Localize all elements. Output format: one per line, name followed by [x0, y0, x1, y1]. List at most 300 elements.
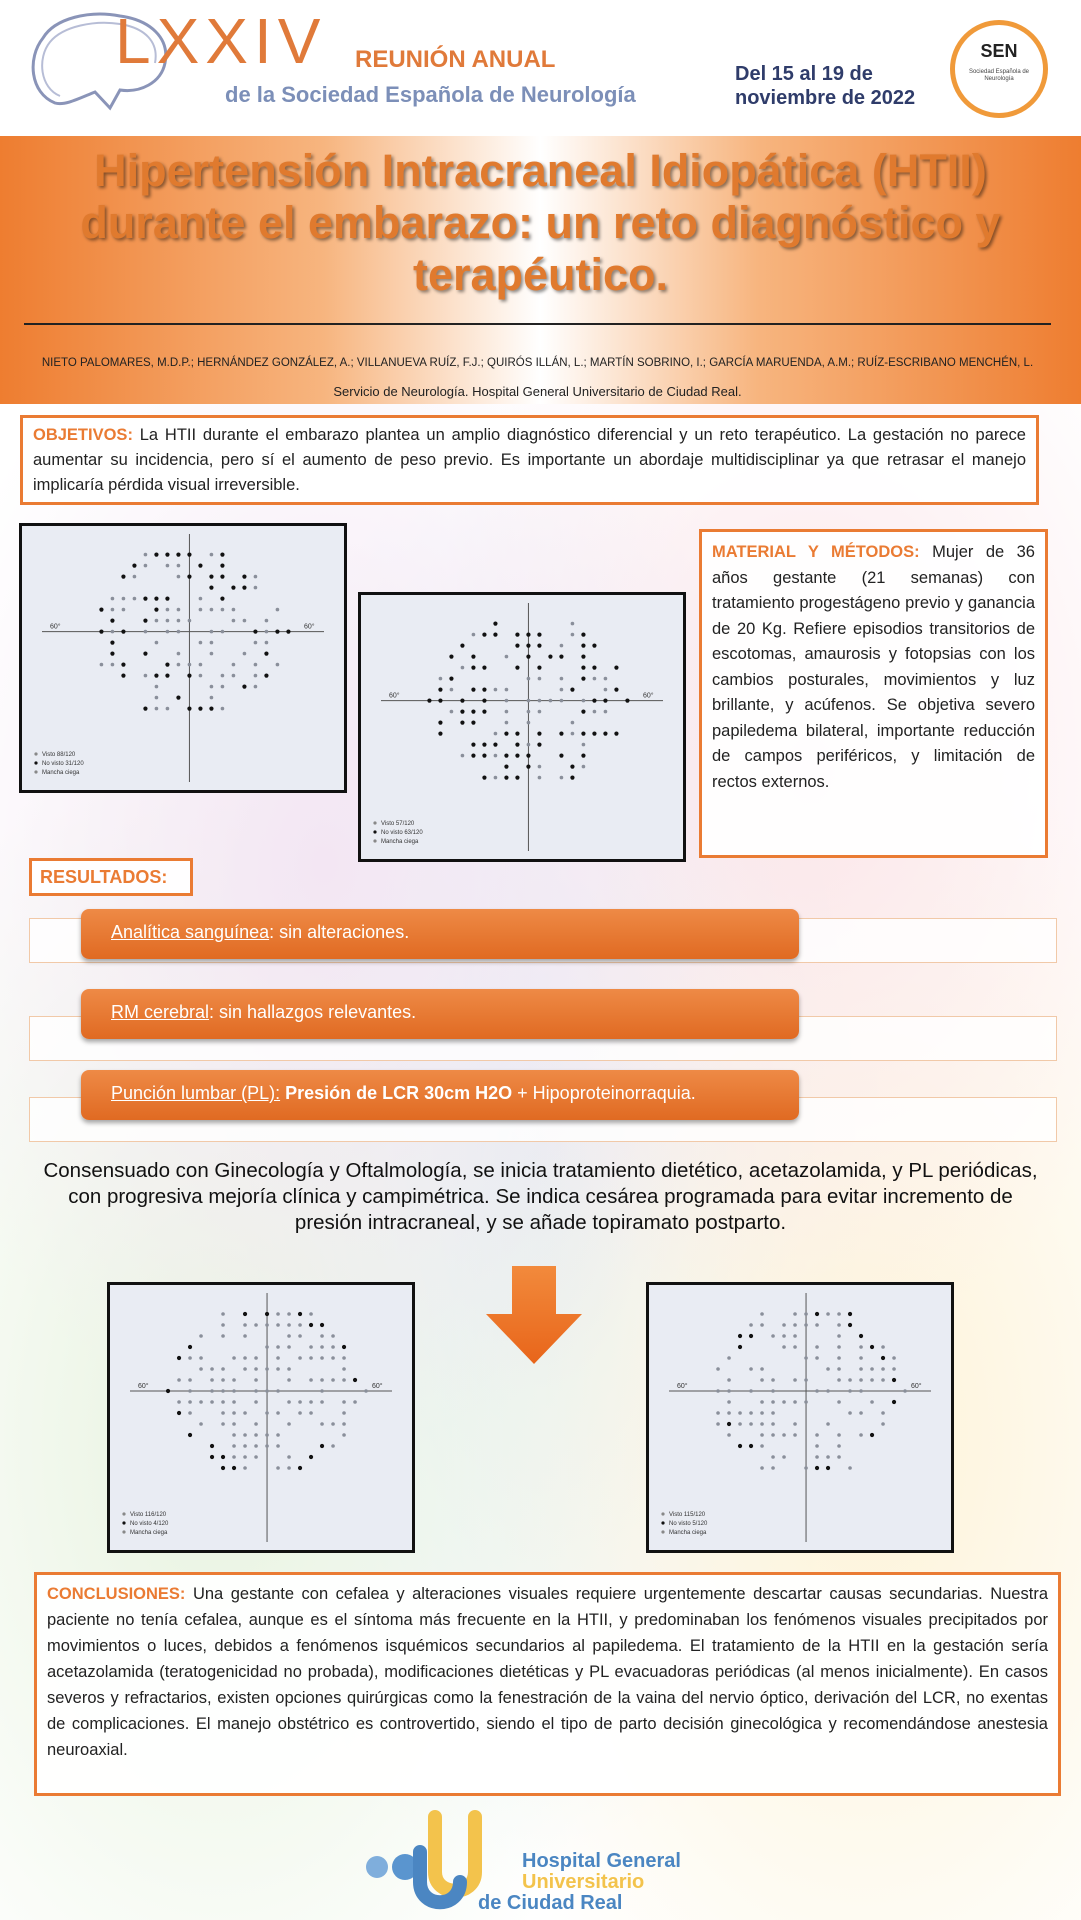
field-point — [220, 553, 224, 557]
field-point — [515, 732, 519, 736]
field-point — [826, 1422, 830, 1426]
field-point — [210, 1389, 214, 1393]
field-point — [254, 1389, 258, 1393]
field-point — [760, 1433, 764, 1437]
field-point — [592, 699, 596, 703]
field-point — [471, 666, 475, 670]
field-point — [243, 1367, 247, 1371]
field-point — [749, 1334, 753, 1338]
field-point — [210, 641, 214, 645]
field-point — [494, 688, 498, 692]
field-point — [571, 721, 575, 725]
field-point — [265, 1323, 269, 1327]
field-point — [188, 1433, 192, 1437]
legend-blind-spot: Mancha ciega — [669, 1530, 707, 1536]
visual-field-image-1 — [19, 523, 347, 793]
field-point — [221, 1389, 225, 1393]
field-point — [155, 641, 159, 645]
field-point — [504, 754, 508, 758]
field-point — [166, 564, 170, 568]
field-point — [133, 597, 137, 601]
field-point — [527, 721, 531, 725]
legend-blind-spot-marker — [34, 770, 37, 773]
field-point — [515, 776, 519, 780]
field-point — [570, 765, 574, 769]
field-point — [220, 575, 224, 579]
field-point — [286, 630, 290, 634]
field-point — [309, 1455, 313, 1459]
field-point — [738, 1411, 742, 1415]
field-point — [243, 1323, 247, 1327]
field-point — [603, 699, 607, 703]
field-point — [342, 1422, 346, 1426]
field-point — [209, 586, 213, 590]
field-point — [760, 1323, 764, 1327]
legend-seen-marker — [34, 752, 37, 755]
field-point — [760, 1378, 764, 1382]
field-point — [727, 1422, 731, 1426]
field-point — [331, 1422, 335, 1426]
field-point — [144, 553, 148, 557]
field-point — [176, 553, 180, 557]
field-point — [188, 1345, 192, 1349]
field-point — [804, 1400, 808, 1404]
field-point — [287, 1400, 291, 1404]
field-point — [155, 685, 159, 689]
field-point — [199, 641, 203, 645]
date-line-2: noviembre de 2022 — [735, 87, 916, 109]
result-item-rm — [81, 989, 799, 1039]
field-point — [537, 743, 541, 747]
field-point — [892, 1378, 896, 1382]
visual-field-image-3 — [107, 1282, 415, 1553]
field-point — [716, 1411, 720, 1415]
field-point — [165, 553, 169, 557]
field-point — [298, 1312, 302, 1316]
hospital-name-line-2: Universitario — [522, 1871, 645, 1893]
field-point — [505, 655, 509, 659]
field-point — [166, 619, 170, 623]
field-point — [760, 1400, 764, 1404]
result-text: : sin hallazgos relevantes. — [209, 1002, 417, 1022]
field-point — [537, 666, 541, 670]
field-point — [265, 1367, 269, 1371]
field-point — [121, 674, 125, 678]
field-point — [771, 1433, 775, 1437]
affiliation: Servicio de Neurología. Hospital General Universitario de Ciudad Real. — [333, 384, 742, 399]
visual-field-plot — [649, 1285, 951, 1550]
field-point — [143, 707, 147, 711]
field-point — [210, 630, 214, 634]
field-point — [220, 597, 224, 601]
field-point — [276, 1345, 280, 1349]
field-point — [122, 608, 126, 612]
field-point — [320, 1422, 324, 1426]
meeting-dates — [735, 62, 915, 110]
legend-not-seen: No visto 63/120 — [381, 830, 423, 836]
field-point — [482, 754, 486, 758]
legend-blind-spot: Mancha ciega — [42, 770, 80, 776]
field-point — [287, 1378, 291, 1382]
axis-label-right: 60° — [304, 623, 315, 631]
field-point — [342, 1356, 346, 1360]
field-point — [210, 1444, 214, 1448]
field-point — [342, 1400, 346, 1404]
field-point — [771, 1400, 775, 1404]
objetivos-text: La HTII durante el embarazo plantea un amplio diagnóstico diferencial y un reto terapéutico. La gestación no parece aumentar su incidencia, pero sí el aumento de peso previo. Es importante un abordaje multidisciplinar ya que retrasar el manejo implicaría pérdida visual irreversible. — [33, 426, 1026, 494]
arrow-down-icon — [484, 1266, 584, 1366]
field-point — [738, 1444, 742, 1448]
field-point — [243, 1411, 247, 1415]
material-heading: MATERIAL Y MÉTODOS: — [712, 543, 920, 561]
field-point — [188, 1411, 192, 1415]
field-point — [254, 586, 258, 590]
conclusiones-text: Una gestante con cefalea y alteraciones visuales requiere urgentemente descartar causas secundarias. Nuestra paciente no tenía cefalea, aunque es el síntoma más frecuente en la HTII, y predominaban los fenómenos visuales precipitados por movimientos o luces, debidos a fenómenos isquémicos secundarios al papiledema. El tratamiento de la HTII en la gestación sería acetazolamida (teratogenicidad no probada), modificaciones dietéticas y PL evacuadoras periódicas (al menos inicialmente). En casos severos y refractarios, existen opciones quirúrgicas como la fenestración de la vaina del nervio óptico, derivación del LCR, no exentas de complicaciones. El manejo obstétrico es controvertido, siendo el tipo de parto decisión ginecológica y recomendándose anestesia neuroaxial. — [47, 1585, 1048, 1759]
field-point — [209, 575, 213, 579]
field-point — [881, 1356, 885, 1360]
field-point — [581, 666, 585, 670]
field-point — [438, 688, 442, 692]
field-point — [221, 1411, 225, 1415]
field-point — [264, 674, 268, 678]
field-point — [221, 1466, 225, 1470]
legend-not-seen: No visto 5/120 — [669, 1521, 708, 1527]
field-point — [559, 754, 563, 758]
field-point — [353, 1400, 357, 1404]
field-point — [614, 732, 618, 736]
field-point — [143, 619, 147, 623]
field-point — [276, 1444, 280, 1448]
field-point — [320, 1444, 324, 1448]
field-point — [199, 1334, 203, 1338]
sen-logo — [950, 20, 1048, 118]
hospital-name-line-3: de Ciudad Real — [478, 1892, 623, 1914]
field-point — [188, 619, 192, 623]
field-point — [309, 1323, 313, 1327]
field-point — [287, 1323, 291, 1327]
field-point — [143, 597, 147, 601]
field-point — [614, 666, 618, 670]
field-point — [331, 1356, 335, 1360]
field-point — [494, 732, 498, 736]
field-point — [287, 1422, 291, 1426]
field-point — [232, 619, 236, 623]
legend-seen: Visto 115/120 — [669, 1512, 706, 1518]
result-text: : sin alteraciones. — [269, 922, 410, 942]
field-point — [254, 641, 258, 645]
field-point — [276, 1411, 280, 1415]
field-point — [188, 1356, 192, 1360]
field-point — [760, 1312, 764, 1316]
legend-blind-spot: Mancha ciega — [381, 839, 419, 845]
legend-not-seen-marker — [373, 830, 376, 833]
field-point — [515, 666, 519, 670]
field-point — [471, 655, 475, 659]
field-point — [199, 674, 203, 678]
field-point — [538, 776, 542, 780]
field-point — [859, 1367, 863, 1371]
visual-field-image-2 — [358, 592, 686, 862]
field-point — [727, 1411, 731, 1415]
legend-seen-marker — [661, 1512, 664, 1515]
field-point — [276, 608, 280, 612]
field-point — [782, 1323, 786, 1327]
field-point — [837, 1433, 841, 1437]
poster-title — [20, 145, 1061, 301]
field-point — [604, 677, 608, 681]
field-point — [848, 1411, 852, 1415]
field-point — [815, 1455, 819, 1459]
field-point — [504, 765, 508, 769]
field-point — [242, 575, 246, 579]
field-point — [837, 1400, 841, 1404]
field-point — [461, 754, 465, 758]
field-point — [771, 1422, 775, 1426]
field-point — [782, 1455, 786, 1459]
field-point — [471, 754, 475, 758]
field-point — [243, 1455, 247, 1459]
field-point — [527, 710, 531, 714]
field-point — [320, 1400, 324, 1404]
field-point — [221, 1422, 225, 1426]
field-point — [848, 1389, 852, 1393]
field-point — [165, 674, 169, 678]
field-point — [198, 707, 202, 711]
field-point — [243, 619, 247, 623]
field-point — [837, 1312, 841, 1316]
field-point — [254, 1455, 258, 1459]
field-point — [309, 1378, 313, 1382]
field-point — [254, 685, 258, 689]
field-point — [154, 674, 158, 678]
field-point — [132, 564, 136, 568]
field-point — [265, 641, 269, 645]
field-point — [243, 1312, 247, 1316]
field-point — [221, 1378, 225, 1382]
field-point — [804, 1323, 808, 1327]
field-point — [782, 1400, 786, 1404]
field-point — [111, 630, 115, 634]
field-point — [460, 721, 464, 725]
field-point — [505, 699, 509, 703]
field-point — [593, 677, 597, 681]
field-point — [242, 586, 246, 590]
field-point — [505, 688, 509, 692]
field-point — [570, 688, 574, 692]
field-point — [581, 644, 585, 648]
field-point — [342, 1367, 346, 1371]
field-point — [177, 1400, 181, 1404]
legend-seen: Visto 88/120 — [42, 752, 76, 758]
field-point — [859, 1334, 863, 1338]
field-point — [793, 1345, 797, 1349]
field-point — [309, 1400, 313, 1404]
field-point — [881, 1422, 885, 1426]
field-point — [749, 1444, 753, 1448]
field-point — [144, 674, 148, 678]
field-point — [793, 1378, 797, 1382]
field-point — [881, 1411, 885, 1415]
field-point — [111, 608, 115, 612]
field-point — [727, 1389, 731, 1393]
field-point — [749, 1323, 753, 1327]
field-point — [221, 608, 225, 612]
field-point — [243, 1444, 247, 1448]
field-point — [504, 732, 508, 736]
field-point — [121, 663, 125, 667]
field-point — [559, 732, 563, 736]
field-point — [571, 622, 575, 626]
field-point — [243, 1466, 247, 1470]
field-point — [582, 743, 586, 747]
field-point — [625, 699, 629, 703]
visual-field-image-4 — [646, 1282, 954, 1553]
field-point — [254, 663, 258, 667]
field-point — [221, 1400, 225, 1404]
legend-blind-spot: Mancha ciega — [130, 1530, 168, 1536]
field-point — [592, 644, 596, 648]
field-point — [560, 644, 564, 648]
field-point — [210, 1378, 214, 1382]
axis-label-left: 60° — [389, 692, 400, 700]
field-point — [221, 1323, 225, 1327]
field-point — [716, 1422, 720, 1426]
field-point — [870, 1400, 874, 1404]
field-point — [254, 1356, 258, 1360]
axis-label-right: 60° — [643, 692, 654, 700]
field-point — [320, 1378, 324, 1382]
field-point — [298, 1466, 302, 1470]
field-point — [749, 1422, 753, 1426]
field-point — [527, 677, 531, 681]
field-point — [592, 666, 596, 670]
field-point — [848, 1323, 852, 1327]
field-point — [727, 1378, 731, 1382]
field-point — [353, 1378, 357, 1382]
field-point — [177, 663, 181, 667]
field-point — [276, 1356, 280, 1360]
result-text: + Hipoproteinorraquia. — [512, 1083, 696, 1103]
field-point — [815, 1444, 819, 1448]
field-point — [342, 1433, 346, 1437]
field-point — [188, 663, 192, 667]
field-point — [111, 597, 115, 601]
field-point — [581, 710, 585, 714]
field-point — [254, 1367, 258, 1371]
field-point — [892, 1356, 896, 1360]
field-point — [439, 677, 443, 681]
field-point — [199, 1367, 203, 1371]
field-point — [242, 685, 246, 689]
field-point — [232, 1356, 236, 1360]
field-point — [254, 1400, 258, 1404]
field-point — [837, 1356, 841, 1360]
field-point — [155, 619, 159, 623]
field-point — [221, 707, 225, 711]
conclusiones-heading: CONCLUSIONES: — [47, 1585, 186, 1603]
material-text: Mujer de 36 años gestante (21 semanas) con tratamiento progestágeno previo y ganancia de 20 Kg. Refiere episodios transitorios de escotomas, amaurosis y fotopsias con los cambios posturales, movimientos y luz brillante, y acúfenos. Se objetiva severo papiledema bilateral, importante reducción de campos periféricos, y limitación de rectos externos. — [712, 543, 1035, 791]
field-point — [309, 1411, 313, 1415]
field-point — [110, 641, 114, 645]
field-point — [265, 1312, 269, 1316]
field-point — [771, 1389, 775, 1393]
field-point — [859, 1345, 863, 1349]
field-point — [582, 699, 586, 703]
field-point — [815, 1466, 819, 1470]
field-point — [232, 1466, 236, 1470]
field-point — [460, 699, 464, 703]
result-label: RM cerebral — [111, 1002, 210, 1022]
field-point — [143, 652, 147, 656]
field-point — [438, 699, 442, 703]
date-line-1: Del 15 al 19 de — [735, 63, 873, 85]
field-point — [199, 1422, 203, 1426]
field-point — [837, 1323, 841, 1327]
field-point — [177, 1356, 181, 1360]
field-point — [275, 630, 279, 634]
field-point — [165, 597, 169, 601]
field-point — [254, 674, 258, 678]
field-point — [121, 575, 125, 579]
field-point — [548, 655, 552, 659]
field-point — [254, 1433, 258, 1437]
field-point — [537, 732, 541, 736]
field-point — [815, 1323, 819, 1327]
objetivos-heading: OBJETIVOS: — [33, 426, 133, 444]
field-point — [198, 564, 202, 568]
result-bold: Presión de LCR 30cm H2O — [280, 1083, 513, 1103]
field-point — [154, 553, 158, 557]
field-point — [309, 1312, 313, 1316]
field-point — [837, 1378, 841, 1382]
field-point — [593, 710, 597, 714]
field-point — [232, 1400, 236, 1404]
field-point — [276, 1466, 280, 1470]
field-point — [482, 776, 486, 780]
field-point — [760, 1444, 764, 1448]
field-point — [232, 1433, 236, 1437]
field-point — [166, 630, 170, 634]
field-point — [254, 575, 258, 579]
field-point — [265, 1345, 269, 1349]
field-point — [460, 644, 464, 648]
sen-logo-text: SEN — [980, 41, 1018, 61]
field-point — [527, 743, 531, 747]
field-point — [571, 633, 575, 637]
field-point — [342, 1378, 346, 1382]
field-point — [837, 1345, 841, 1349]
field-point — [364, 1389, 368, 1393]
result-item-analitica — [81, 909, 799, 959]
field-point — [859, 1378, 863, 1382]
field-point — [582, 765, 586, 769]
field-point — [493, 633, 497, 637]
field-point — [187, 553, 191, 557]
field-point — [320, 1334, 324, 1338]
axis-label-right: 60° — [372, 1383, 383, 1390]
objetivos-box — [20, 415, 1039, 505]
field-point — [298, 1411, 302, 1415]
field-point — [450, 688, 454, 692]
legend-not-seen: No visto 4/120 — [130, 1521, 169, 1527]
field-point — [265, 1411, 269, 1415]
field-point — [220, 564, 224, 568]
field-point — [804, 1356, 808, 1360]
field-point — [859, 1411, 863, 1415]
field-point — [760, 1367, 764, 1371]
field-point — [254, 1444, 258, 1448]
field-point — [243, 652, 247, 656]
